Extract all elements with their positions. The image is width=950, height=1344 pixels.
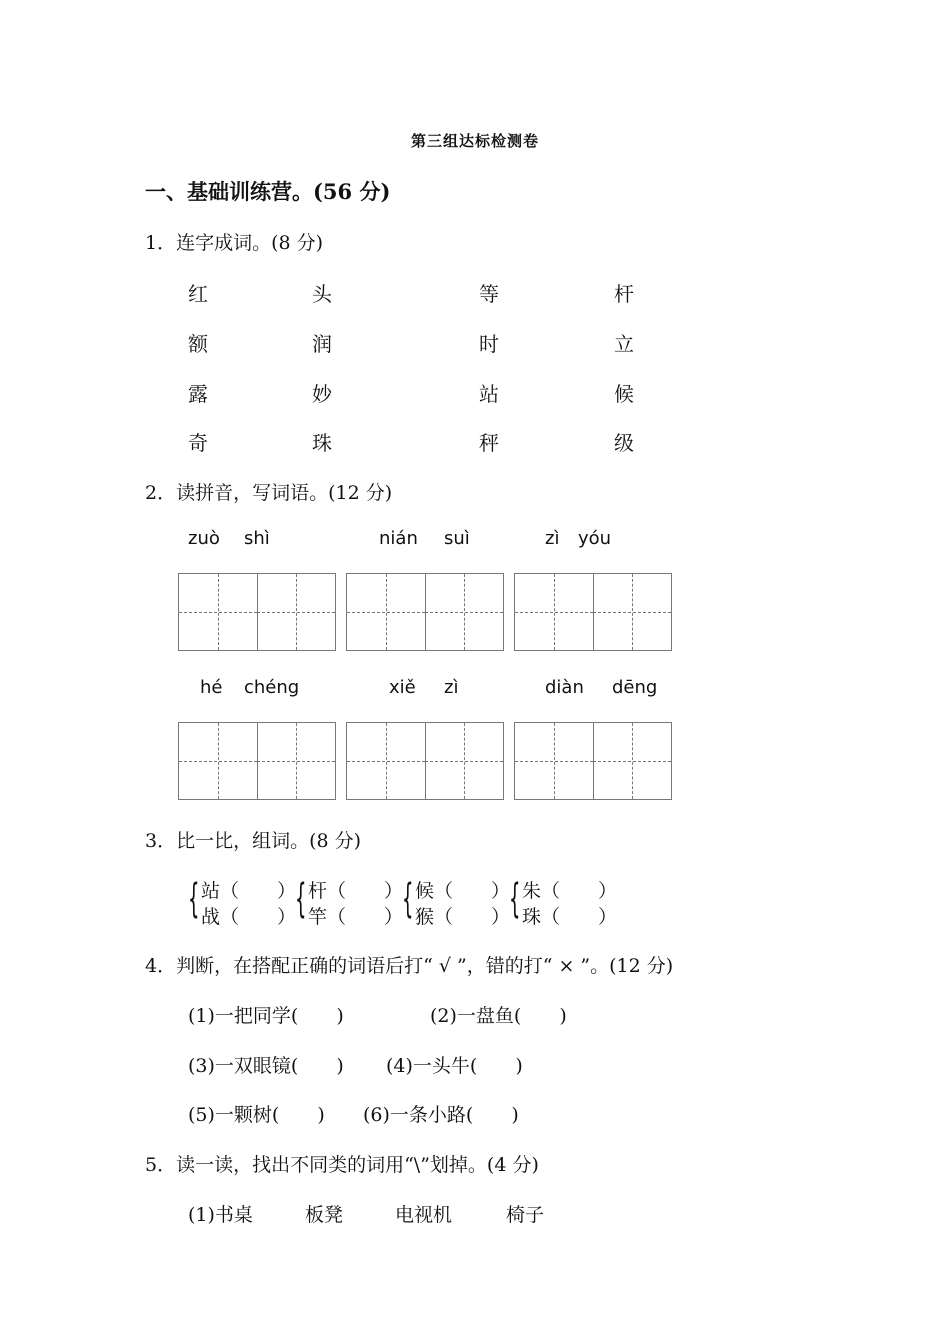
- question-3-prompt: 3．比一比，组词。(8 分): [145, 830, 362, 852]
- word-item: (1)书桌: [188, 1204, 253, 1226]
- section-heading: 一、基础训练营。(56 分): [145, 179, 391, 204]
- char: 立: [614, 332, 634, 356]
- writing-grid[interactable]: [514, 573, 672, 651]
- char: 珠: [312, 431, 332, 455]
- page-title: 第三组达标检测卷: [410, 132, 539, 150]
- compare-word: 珠（ ）: [522, 906, 618, 928]
- question-5-prompt: 5．读一读，找出不同类的词用“\”划掉。(4 分): [145, 1154, 539, 1176]
- word-item: 板凳: [305, 1204, 344, 1226]
- pinyin: nián: [379, 528, 418, 549]
- char: 红: [188, 282, 208, 306]
- writing-grid[interactable]: [346, 722, 504, 800]
- pinyin: suì: [444, 528, 470, 549]
- question-2-prompt: 2．读拼音，写词语。(12 分): [145, 482, 393, 504]
- char: 额: [188, 332, 208, 356]
- compare-word: 战（ ）: [201, 906, 297, 928]
- char: 润: [312, 332, 332, 356]
- judge-item: (3)一双眼镜( ): [188, 1055, 344, 1077]
- char: 奇: [188, 431, 208, 455]
- compare-word: 杆（ ）: [308, 880, 404, 902]
- pinyin: zuò: [188, 528, 220, 549]
- judge-item: (6)一条小路( ): [363, 1104, 519, 1126]
- left-brace: {: [402, 876, 414, 922]
- writing-grid[interactable]: [514, 722, 672, 800]
- compare-word: 站（ ）: [201, 880, 297, 902]
- char: 候: [614, 382, 634, 406]
- char: 杆: [614, 282, 634, 306]
- char: 时: [479, 332, 499, 356]
- word-item: 椅子: [506, 1204, 545, 1226]
- word-item: 电视机: [395, 1204, 453, 1226]
- pinyin: chéng: [244, 677, 300, 698]
- question-4-prompt: 4．判断，在搭配正确的词语后打“ √ ”，错的打“ × ”。(12 分): [145, 955, 674, 977]
- char: 站: [479, 382, 499, 406]
- char: 妙: [312, 382, 332, 406]
- writing-grid[interactable]: [178, 722, 336, 800]
- judge-item: (2)一盘鱼( ): [430, 1005, 567, 1027]
- char: 等: [479, 282, 499, 306]
- judge-item: (1)一把同学( ): [188, 1005, 344, 1027]
- char: 头: [312, 282, 332, 306]
- compare-word: 候（ ）: [415, 880, 511, 902]
- question-1-prompt: 1．连字成词。(8 分): [145, 232, 324, 254]
- judge-item: (5)一颗树( ): [188, 1104, 325, 1126]
- pinyin: xiě: [389, 677, 416, 698]
- char: 露: [188, 382, 208, 406]
- pinyin: zì: [545, 528, 560, 549]
- left-brace: {: [188, 876, 200, 922]
- pinyin: diàn: [545, 677, 584, 698]
- pinyin: dēng: [612, 677, 658, 698]
- writing-grid[interactable]: [346, 573, 504, 651]
- left-brace: {: [509, 876, 521, 922]
- left-brace: {: [295, 876, 307, 922]
- pinyin: hé: [200, 677, 223, 698]
- judge-item: (4)一头牛( ): [386, 1055, 523, 1077]
- compare-word: 猴（ ）: [415, 906, 511, 928]
- pinyin: shì: [244, 528, 270, 549]
- char: 级: [614, 431, 634, 455]
- pinyin: zì: [444, 677, 459, 698]
- char: 秤: [479, 431, 499, 455]
- compare-word: 竿（ ）: [308, 906, 404, 928]
- writing-grid[interactable]: [178, 573, 336, 651]
- compare-word: 朱（ ）: [522, 880, 618, 902]
- pinyin: yóu: [578, 528, 612, 549]
